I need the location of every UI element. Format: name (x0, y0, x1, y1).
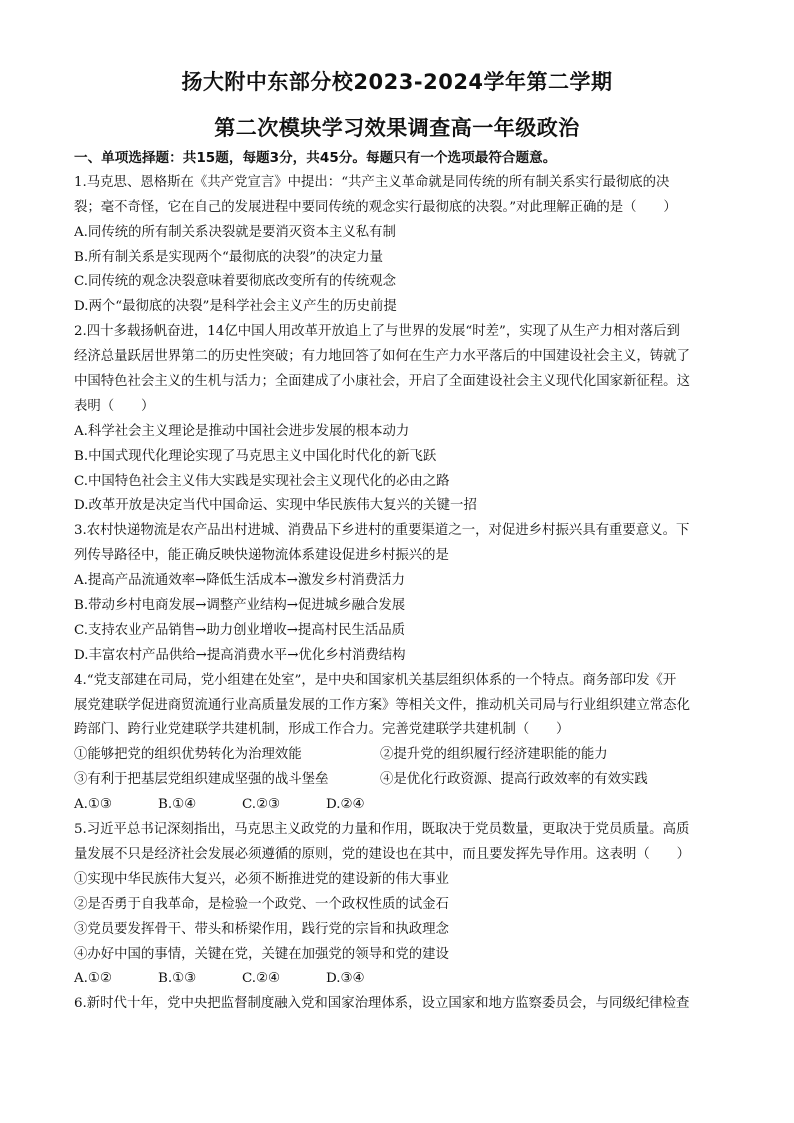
question-1 (74, 171, 722, 320)
option-d: D.改革开放是决定当代中国命运、实现中华民族伟大复兴的关键一招 (74, 498, 477, 514)
statement-row (74, 743, 722, 768)
statement-row (74, 768, 722, 793)
choice-c: C.②③ (242, 797, 281, 813)
question-stem: 跨部门、跨行业党建联学共建机制，形成工作合力。完善党建联学共建机制（ ） (74, 722, 570, 738)
question-stem: 展党建联学促进商贸流通行业高质量发展的工作方案》等相关文件，推动机关司局与行业组织建立常态化 (74, 697, 690, 713)
question-stem: 经济总量跃居世界第二的历史性突破；有力地回答了如何在生产力水平落后的中国建设社会主义，铸就了 (74, 349, 690, 365)
statement-3: ③党员要发挥骨干、带头和桥梁作用，践行党的宗旨和执政理念 (74, 921, 449, 937)
statement-3: ③有利于把基层党组织建成坚强的战斗堡垒 (74, 772, 329, 788)
choice-d: D.③④ (326, 971, 365, 987)
question-stem: 中国特色社会主义的生机与活力；全面建成了小康社会，开启了全面建设社会主义现代化国家新征程。这 (74, 374, 690, 390)
option-a: A.提高产品流通效率→降低生活成本→激发乡村消费活力 (74, 573, 405, 589)
option-b: B.中国式现代化理论实现了马克思主义中国化时代化的新飞跃 (74, 448, 437, 464)
option-d: D.两个“最彻底的决裂”是科学社会主义产生的历史前提 (74, 299, 397, 315)
question-stem: 1.马克思、恩格斯在《共产党宣言》中提出：“共产主义革命就是同传统的所有制关系实行最彻底的决 (74, 174, 670, 190)
question-stem: 列传导路径中，能正确反映快递物流体系建设促进乡村振兴的是 (74, 548, 449, 564)
choice-b: B.①④ (158, 797, 197, 813)
choice-d: D.②④ (326, 797, 365, 813)
question-stem: 裂；毫不奇怪，它在自己的发展进程中要同传统的观念实行最彻底的决裂。”对此理解正确的是（ ） (74, 199, 677, 215)
question-2 (74, 320, 722, 519)
question-5 (74, 818, 722, 992)
statement-4: ④是优化行政资源、提高行政效率的有效实践 (380, 772, 648, 788)
exam-content (74, 146, 722, 1017)
option-a: A.同传统的所有制关系决裂就是要消灭资本主义私有制 (74, 224, 396, 240)
option-b: B.带动乡村电商发展→调整产业结构→促进城乡融合发展 (74, 598, 406, 614)
option-c: C.中国特色社会主义伟大实践是实现社会主义现代化的必由之路 (74, 473, 450, 489)
choice-b: B.①③ (158, 971, 197, 987)
statement-1: ①实现中华民族伟大复兴，必须不断推进党的建设新的伟大事业 (74, 871, 449, 887)
choice-c: C.②④ (242, 971, 281, 987)
question-3 (74, 519, 722, 668)
question-4 (74, 669, 722, 818)
option-b: B.所有制关系是实现两个“最彻底的决裂”的决定力量 (74, 249, 383, 265)
question-stem: 2.四十多载扬帆奋进，14亿中国人用改革开放追上了与世界的发展“时差”，实现了从生产力相对落后到 (74, 324, 680, 340)
question-stem: 表明（ ） (74, 398, 155, 414)
option-c: C.支持农业产品销售→助力创业增收→提高村民生活品质 (74, 622, 406, 638)
exam-title-line1: 扬大附中东部分校2023-2024学年第二学期 (181, 70, 613, 94)
exam-title-line2: 第二次模块学习效果调查高一年级政治 (214, 116, 580, 140)
choice-row (74, 967, 722, 992)
option-c: C.同传统的观念决裂意味着要彻底改变所有的传统观念 (74, 274, 397, 290)
statement-2: ②是否勇于自我革命，是检验一个政党、一个政权性质的试金石 (74, 896, 449, 912)
option-d: D.丰富农村产品供给→提高消费水平→优化乡村消费结构 (74, 647, 406, 663)
question-stem: 6.新时代十年，党中央把监督制度融入党和国家治理体系，设立国家和地方监察委员会，与同级纪律检查 (74, 996, 690, 1012)
question-stem: 4.“党支部建在司局，党小组建在处室”，是中央和国家机关基层组织体系的一个特点。商务部印发《开 (74, 672, 677, 688)
question-6 (74, 992, 722, 1017)
statement-1: ①能够把党的组织优势转化为治理效能 (74, 747, 302, 763)
question-stem: 量发展不只是经济社会发展必须遵循的原则，党的建设也在其中，而且要发挥先导作用。这表明（ ） (74, 846, 690, 862)
option-a: A.科学社会主义理论是推动中国社会进步发展的根本动力 (74, 423, 410, 439)
section-heading: 一、单项选择题：共15题，每题3分，共45分。每题只有一个选项最符合题意。 (74, 150, 557, 166)
statement-2: ②提升党的组织履行经济建职能的能力 (380, 747, 608, 763)
choice-a: A.①② (74, 971, 112, 987)
question-stem: 3.农村快递物流是农产品出村进城、消费品下乡进村的重要渠道之一，对促进乡村振兴具有重要意义。下 (74, 523, 690, 539)
choice-a: A.①③ (74, 797, 112, 813)
choice-row (74, 793, 722, 818)
question-stem: 5.习近平总书记深刻指出，马克思主义政党的力量和作用，既取决于党员数量，更取决于党员质量。高质 (74, 822, 690, 838)
statement-4: ④办好中国的事情，关键在党，关键在加强党的领导和党的建设 (74, 946, 449, 962)
